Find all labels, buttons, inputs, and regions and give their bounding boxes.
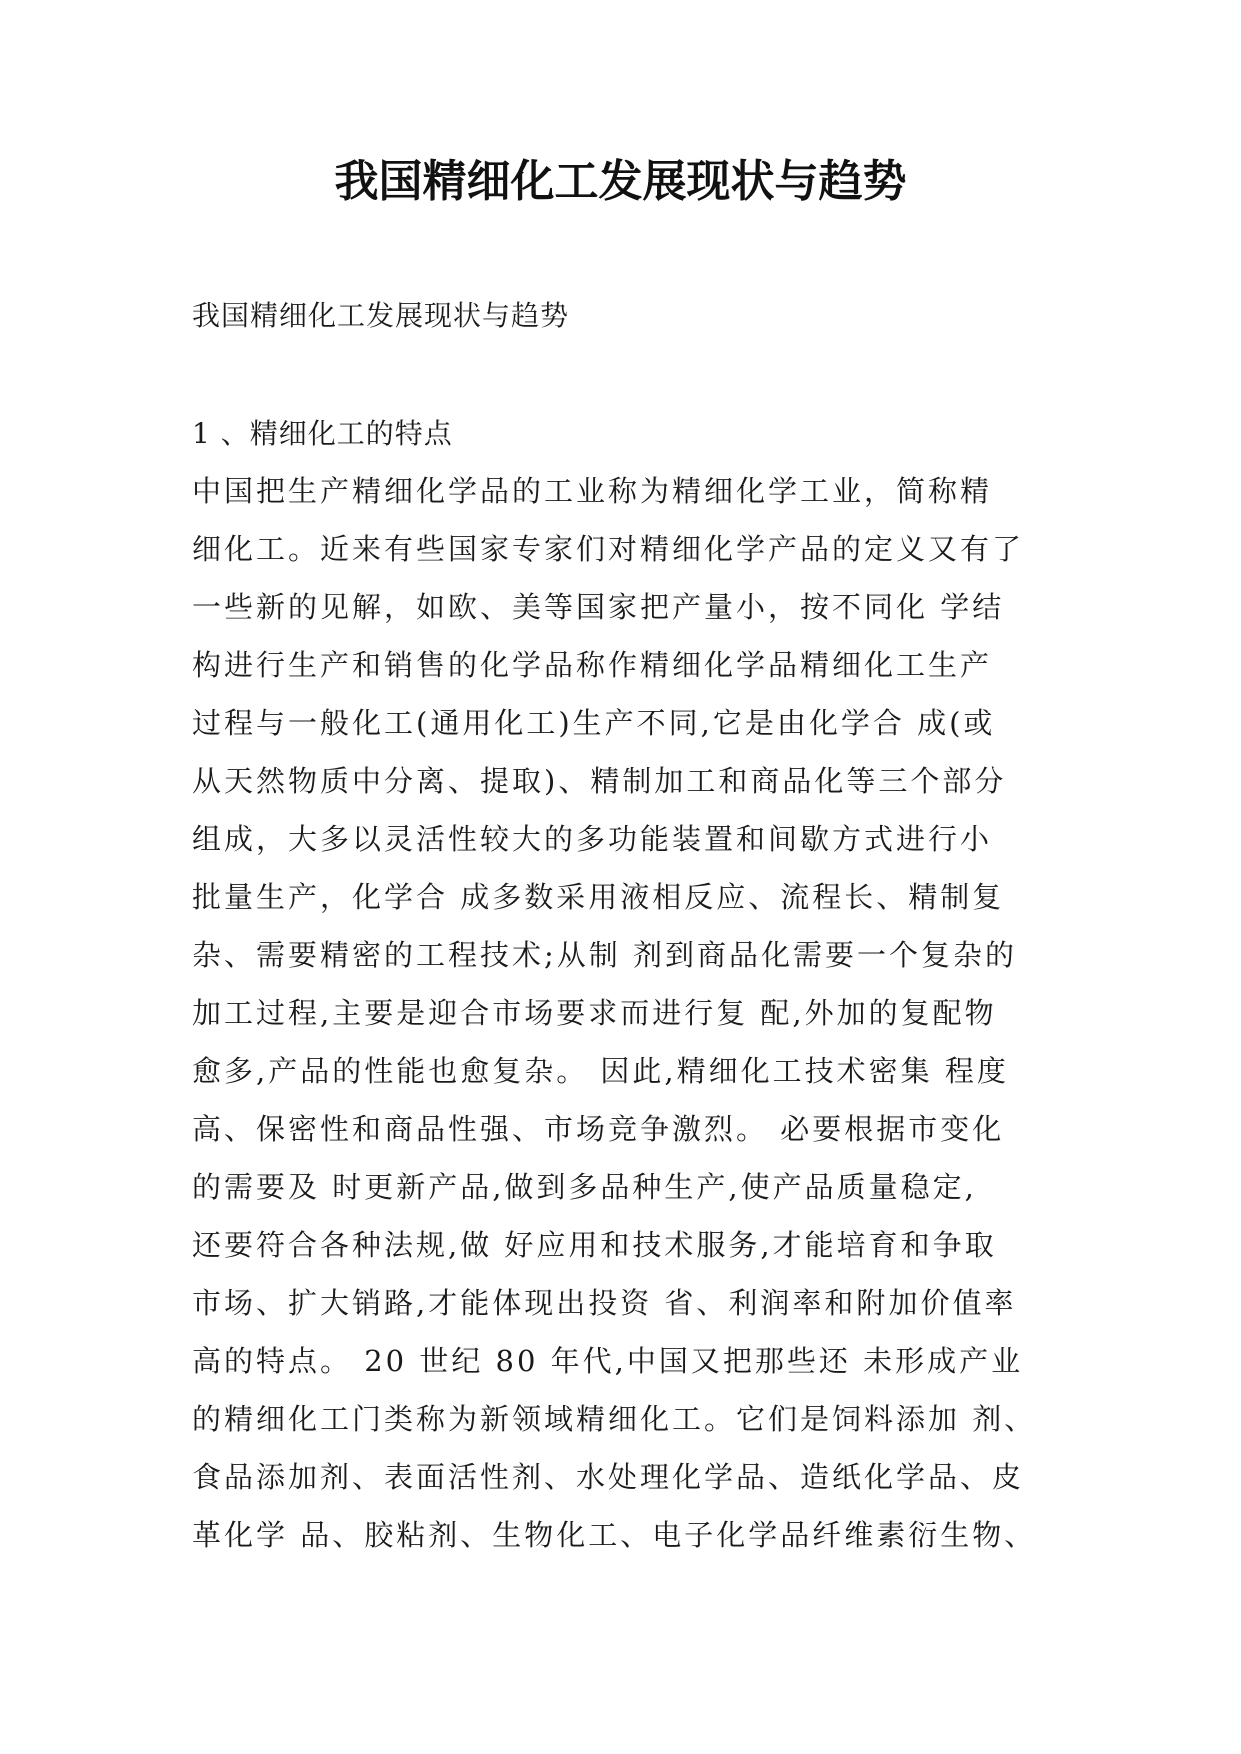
paragraph-line: 革化学 品、胶粘剂、生物化工、电子化学品纤维素衍生物、 [192,1518,1037,1552]
document-title: 我国精细化工发展现状与趋势 [334,156,907,207]
paragraph-line: 高、保密性和商品性强、市场竞争激烈。 必要根据市变化 [192,1112,1005,1146]
paragraph-line: 批量生产，化学合 成多数采用液相反应、流程长、精制复 [192,880,1005,914]
document-subtitle: 我国精细化工发展现状与趋势 [192,299,570,332]
paragraph-line: 构进行生产和销售的化学品称作精细化学品精细化工生产 [192,648,993,682]
paragraph-line: 愈多,产品的性能也愈复杂。 因此,精细化工技术密集 程度 [192,1054,1009,1088]
paragraph-line: 加工过程,主要是迎合市场要求而进行复 配,外加的复配物 [192,996,997,1030]
paragraph-line: 高的特点。 20 世纪 80 年代,中国又把那些还 未形成产业 [192,1344,1024,1378]
paragraph-line: 市场、扩大销路,才能体现出投资 省、利润率和附加价值率 [192,1286,1017,1320]
section-heading: 1 、精细化工的特点 [192,417,453,450]
paragraph-line: 还要符合各种法规,做 好应用和技术服务,才能培育和争取 [192,1228,997,1262]
paragraph-line: 中国把生产精细化学品的工业称为精细化学工业，简称精 [192,474,993,508]
paragraph-line: 从天然物质中分离、提取)、精制加工和商品化等三个部分 [192,764,1007,798]
paragraph-line: 细化工。近来有些国家专家们对精细化学产品的定义又有了 [192,532,1025,566]
body-paragraph [192,462,1072,1564]
paragraph-line: 食品添加剂、表面活性剂、水处理化学品、造纸化学品、皮 [192,1460,1025,1494]
paragraph-line: 杂、需要精密的工程技术;从制 剂到商品化需要一个复杂的 [192,938,1017,972]
paragraph-line: 组成，大多以灵活性较大的多功能装置和间歇方式进行小 [192,822,993,856]
paragraph-line: 一些新的见解，如欧、美等国家把产量小，按不同化 学结 [192,590,1005,624]
paragraph-line: 的需要及 时更新产品,做到多品种生产,使产品质量稳定, [192,1170,977,1204]
paragraph-line: 的精细化工门类称为新领域精细化工。它们是饲料添加 剂、 [192,1402,1037,1436]
paragraph-line: 过程与一般化工(通用化工)生产不同,它是由化学合 成(或 [192,706,996,740]
